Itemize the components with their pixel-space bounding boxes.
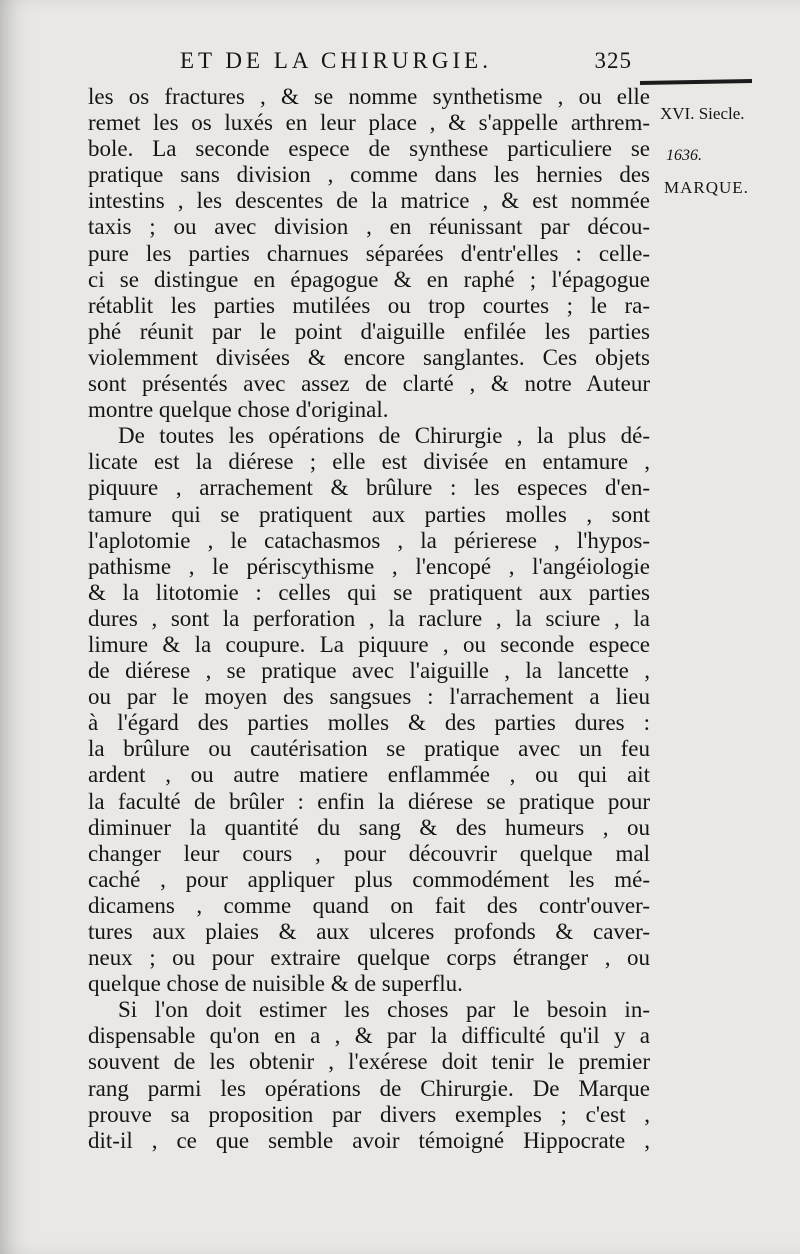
margin-note-century: XVI. Siecle. bbox=[660, 104, 745, 123]
text-line: De toutes les opérations de Chirurgie , la plus dé- bbox=[118, 423, 650, 449]
text-line: bole. La seconde espece de synthese particuliere se bbox=[88, 136, 650, 162]
page-number: 325 bbox=[594, 48, 632, 73]
text-line: sont présentés avec assez de clarté , & notre Auteur bbox=[88, 371, 650, 397]
text-line: neux ; ou pour extraire quelque corps étranger , ou bbox=[88, 945, 650, 971]
text-line: quelque chose de nuisible & de superflu. bbox=[88, 971, 463, 997]
text-line: dures , sont la perforation , la raclure , la sciure , la bbox=[88, 605, 650, 631]
text-line: prouve sa proposition par divers exemples ; c'est , bbox=[88, 1101, 650, 1127]
header-rule bbox=[640, 79, 752, 85]
text-line: & la litotomie : celles qui se pratiquent aux parties bbox=[88, 579, 650, 605]
text-line: à l'égard des parties molles & des parties dures : bbox=[88, 710, 650, 736]
text-line: Si l'on doit estimer les choses par le besoin in- bbox=[118, 997, 650, 1023]
text-line: ardent , ou autre matiere enflammée , ou qui ait bbox=[88, 762, 650, 788]
text-line: la brûlure ou cautérisation se pratique avec un feu bbox=[88, 736, 650, 762]
text-line: intestins , les descentes de la matrice , & est nommée bbox=[88, 188, 650, 214]
text-line: montre quelque chose d'original. bbox=[88, 397, 389, 423]
text-line: pure les parties charnues séparées d'entr'elles : celle- bbox=[88, 240, 650, 266]
text-line: diminuer la quantité du sang & des humeurs , ou bbox=[88, 814, 650, 840]
text-line: de diérese , se pratique avec l'aiguille , la lancette , bbox=[88, 658, 650, 684]
text-line: ci se distingue en épagogue & en raphé ; l'épagogue bbox=[88, 266, 650, 292]
running-title: ET DE LA CHIRURGIE. bbox=[180, 48, 492, 73]
margin-note-year: 1636. bbox=[666, 147, 702, 165]
page-header bbox=[180, 48, 640, 78]
text-line: tamure qui se pratiquent aux parties molles , sont bbox=[88, 501, 650, 527]
text-line: dicamens , comme quand on fait des contr'ouver- bbox=[88, 892, 650, 918]
text-line: dispensable qu'on en a , & par la difficulté qu'il y a bbox=[88, 1023, 650, 1049]
text-line: phé réunit par le point d'aiguille enfilée les parties bbox=[88, 318, 650, 344]
text-line: pratique sans division , comme dans les hernies des bbox=[88, 162, 650, 188]
text-line: pathisme , le périscythisme , l'encopé , l'angéiologie bbox=[88, 553, 650, 579]
text-line: piquure , arrachement & brûlure : les especes d'en- bbox=[88, 475, 650, 501]
text-line: changer leur cours , pour découvrir quelque mal bbox=[88, 840, 650, 866]
text-line: limure & la coupure. La piquure , ou seconde espece bbox=[88, 631, 650, 657]
text-line: violemment divisées & encore sanglantes. Ces objets bbox=[88, 344, 650, 370]
text-line: licate est la diérese ; elle est divisée en entamure , bbox=[88, 449, 650, 475]
text-line: remet les os luxés en leur place , & s'appelle arthrem- bbox=[88, 110, 650, 136]
text-line: ou par le moyen des sangsues : l'arrachement a lieu bbox=[88, 684, 650, 710]
margin-notes bbox=[660, 104, 792, 198]
text-line: tures aux plaies & aux ulceres profonds & caver- bbox=[88, 919, 650, 944]
text-line: taxis ; ou avec division , en réunissant par décou- bbox=[88, 214, 650, 240]
body-text bbox=[88, 84, 650, 1154]
text-line: la faculté de brûler : enfin la diérese se pratique pour bbox=[88, 788, 650, 814]
text-line: les os fractures , & se nomme synthetisme , ou elle bbox=[88, 84, 650, 109]
text-line: caché , pour appliquer plus commodément les mé- bbox=[88, 866, 650, 892]
margin-note-author: MARQUE. bbox=[664, 177, 749, 197]
text-line: rétablit les parties mutilées ou trop courtes ; le ra- bbox=[88, 292, 650, 318]
text-line: dit-il , ce que semble avoir témoigné Hippocrate , bbox=[88, 1127, 650, 1153]
text-line: rang parmi les opérations de Chirurgie. De Marque bbox=[88, 1075, 650, 1101]
text-line: souvent de les obtenir , l'exérese doit tenir le premier bbox=[88, 1049, 650, 1075]
text-line: l'aplotomie , le catachasmos , la périerese , l'hypos- bbox=[88, 527, 650, 553]
